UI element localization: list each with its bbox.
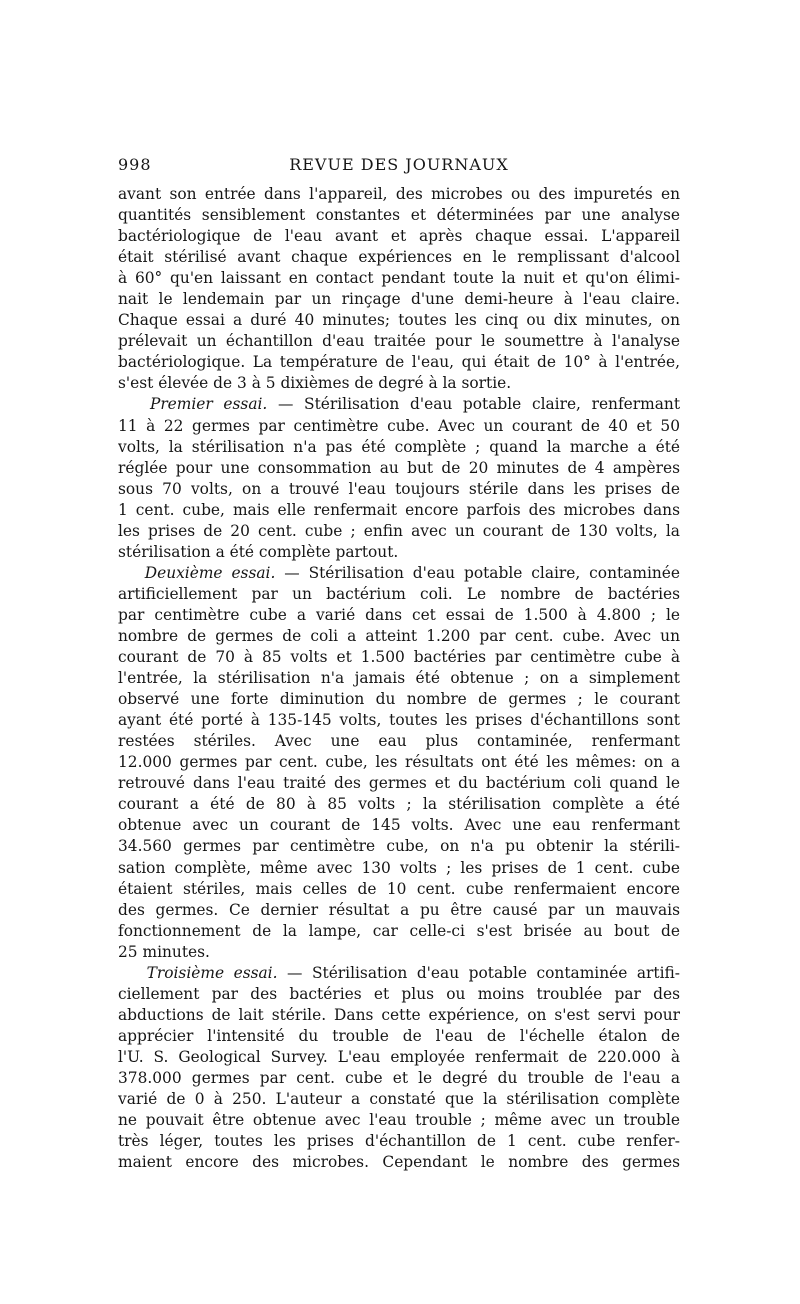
text-line bbox=[118, 836, 680, 857]
line-text: prélevait un échantillon d'eau traitée pour le soumettre à l'analyse bbox=[118, 332, 680, 351]
text-line bbox=[118, 984, 680, 1005]
line-text: volts, la stérilisation n'a pas été complète ; quand la marche a été bbox=[118, 437, 680, 456]
text-line bbox=[118, 458, 680, 479]
text-line bbox=[118, 689, 680, 710]
text-line bbox=[118, 963, 680, 984]
line-text: l'U. S. Geological Survey. L'eau employée renfermait de 220.000 à bbox=[118, 1047, 680, 1066]
line-text: nait le lendemain par un rinçage d'une demi-heure à l'eau claire. bbox=[118, 290, 680, 309]
text-line bbox=[118, 1089, 680, 1110]
line-text: 12.000 germes par cent. cube, les résultats ont été les mêmes: on a bbox=[118, 753, 680, 772]
text-line bbox=[118, 584, 680, 605]
line-text: courant de 70 à 85 volts et 1.500 bactéries par centimètre cube à bbox=[118, 648, 680, 667]
text-line bbox=[118, 479, 680, 500]
line-text: stérilisation a été complète partout. bbox=[118, 542, 399, 561]
line-text: très léger, toutes les prises d'échantillon de 1 cent. cube renfer- bbox=[118, 1132, 680, 1151]
line-text: varié de 0 à 250. L'auteur a constaté que la stérilisation complète bbox=[118, 1090, 680, 1109]
line-text: par centimètre cube a varié dans cet essai de 1.500 à 4.800 ; le bbox=[118, 605, 680, 624]
line-text: bactériologique. La température de l'eau, qui était de 10° à l'entrée, bbox=[118, 353, 680, 372]
text-line bbox=[118, 310, 680, 331]
line-text: 11 à 22 germes par centimètre cube. Avec un courant de 40 et 50 bbox=[118, 416, 680, 435]
line-text: nombre de germes de coli a atteint 1.200 par cent. cube. Avec un bbox=[118, 626, 680, 645]
paragraph-indent bbox=[118, 395, 150, 413]
line-text: — Stérilisation d'eau potable claire, renfermant bbox=[267, 395, 680, 414]
text-line bbox=[118, 205, 680, 226]
line-text: abductions de lait stérile. Dans cette expérience, on s'est servi pour bbox=[118, 1005, 680, 1024]
line-text: observé une forte diminution du nombre de germes ; le courant bbox=[118, 690, 680, 709]
line-text: à 60° qu'en laissant en contact pendant toute la nuit et qu'on élimi- bbox=[118, 269, 680, 288]
line-text: ciellement par des bactéries et plus ou moins troublée par des bbox=[118, 984, 680, 1003]
line-text: Chaque essai a duré 40 minutes; toutes les cinq ou dix minutes, on bbox=[118, 311, 680, 330]
line-text: sation complète, même avec 130 volts ; les prises de 1 cent. cube bbox=[118, 858, 680, 877]
text-line bbox=[118, 373, 680, 394]
text-line bbox=[118, 942, 680, 963]
paragraph-indent bbox=[118, 564, 145, 582]
line-text: les prises de 20 cent. cube ; enfin avec un courant de 130 volts, la bbox=[118, 521, 680, 540]
text-line bbox=[118, 416, 680, 437]
text-line bbox=[118, 794, 680, 815]
text-line bbox=[118, 1005, 680, 1026]
text-line bbox=[118, 437, 680, 458]
line-text: 25 minutes. bbox=[118, 942, 210, 961]
section-heading: Premier essai. bbox=[149, 395, 268, 414]
text-line bbox=[118, 668, 680, 689]
text-line bbox=[118, 921, 680, 942]
line-text: 34.560 germes par centimètre cube, on n'a pu obtenir la stérili- bbox=[118, 837, 680, 856]
text-line bbox=[118, 773, 680, 794]
text-line bbox=[118, 542, 680, 563]
line-text: s'est élevée de 3 à 5 dixièmes de degré à la sortie. bbox=[118, 374, 512, 393]
text-line bbox=[118, 1152, 680, 1173]
text-line bbox=[118, 731, 680, 752]
line-text: obtenue avec un courant de 145 volts. Avec une eau renfermant bbox=[118, 816, 680, 835]
text-line bbox=[118, 815, 680, 836]
page-number: 998 bbox=[118, 155, 152, 174]
line-text: quantités sensiblement constantes et déterminées par une analyse bbox=[118, 206, 680, 225]
line-text: l'entrée, la stérilisation n'a jamais été obtenue ; on a simplement bbox=[118, 669, 680, 688]
text-line bbox=[118, 184, 680, 205]
line-text: 1 cent. cube, mais elle renfermait encore parfois des microbes dans bbox=[118, 500, 680, 519]
section-heading: Troisième essai. bbox=[146, 963, 278, 982]
text-line bbox=[118, 394, 680, 415]
text-line bbox=[118, 1131, 680, 1152]
text-line bbox=[118, 900, 680, 921]
line-text: artificiellement par un bactérium coli. Le nombre de bactéries bbox=[118, 584, 680, 603]
text-line bbox=[118, 710, 680, 731]
text-line bbox=[118, 247, 680, 268]
line-text: maient encore des microbes. Cependant le nombre des germes bbox=[118, 1153, 680, 1172]
line-text: ayant été porté à 135-145 volts, toutes les prises d'échantillons sont bbox=[118, 711, 680, 730]
text-line bbox=[118, 500, 680, 521]
line-text: retrouvé dans l'eau traité des germes et du bactérium coli quand le bbox=[118, 774, 680, 793]
line-text: apprécier l'intensité du trouble de l'eau de l'échelle étalon de bbox=[118, 1026, 680, 1045]
line-text: courant a été de 80 à 85 volts ; la stérilisation complète a été bbox=[118, 795, 680, 814]
line-text: étaient stériles, mais celles de 10 cent. cube renfermaient encore bbox=[118, 879, 680, 898]
body-text bbox=[118, 184, 680, 1173]
line-text: fonctionnement de la lampe, car celle-ci s'est brisée au bout de bbox=[118, 921, 680, 940]
line-text: sous 70 volts, on a trouvé l'eau toujours stérile dans les prises de bbox=[118, 479, 680, 498]
text-line bbox=[118, 647, 680, 668]
line-text: ne pouvait être obtenue avec l'eau trouble ; même avec un trouble bbox=[118, 1111, 680, 1130]
line-text: bactériologique de l'eau avant et après chaque essai. L'appareil bbox=[118, 227, 680, 246]
text-line bbox=[118, 626, 680, 647]
line-text: 378.000 germes par cent. cube et le degré du trouble de l'eau a bbox=[118, 1068, 680, 1087]
text-line bbox=[118, 752, 680, 773]
text-line bbox=[118, 521, 680, 542]
line-text: réglée pour une consommation au but de 20 minutes de 4 ampères bbox=[118, 458, 680, 477]
text-line bbox=[118, 352, 680, 373]
line-text: restées stériles. Avec une eau plus contaminée, renfermant bbox=[118, 732, 680, 751]
line-text: — Stérilisation d'eau potable contaminée artifi- bbox=[277, 963, 680, 982]
text-line bbox=[118, 268, 680, 289]
text-line bbox=[118, 1068, 680, 1089]
line-text: était stérilisé avant chaque expériences en le remplissant d'alcool bbox=[118, 248, 680, 267]
text-line bbox=[118, 1026, 680, 1047]
text-line bbox=[118, 226, 680, 247]
text-line bbox=[118, 563, 680, 584]
section-heading: Deuxième essai. bbox=[144, 563, 276, 582]
line-text: des germes. Ce dernier résultat a pu être causé par un mauvais bbox=[118, 900, 680, 919]
paragraph-indent bbox=[118, 964, 147, 982]
line-text: — Stérilisation d'eau potable claire, contaminée bbox=[275, 563, 680, 582]
journal-title: REVUE DES JOURNAUX bbox=[289, 155, 509, 174]
text-line bbox=[118, 331, 680, 352]
text-line bbox=[118, 289, 680, 310]
text-line bbox=[118, 1047, 680, 1068]
line-text: avant son entrée dans l'appareil, des microbes ou des impuretés en bbox=[118, 185, 680, 203]
text-line bbox=[118, 879, 680, 900]
running-head bbox=[118, 155, 680, 177]
text-line bbox=[118, 1110, 680, 1131]
text-line bbox=[118, 858, 680, 879]
text-line bbox=[118, 605, 680, 626]
